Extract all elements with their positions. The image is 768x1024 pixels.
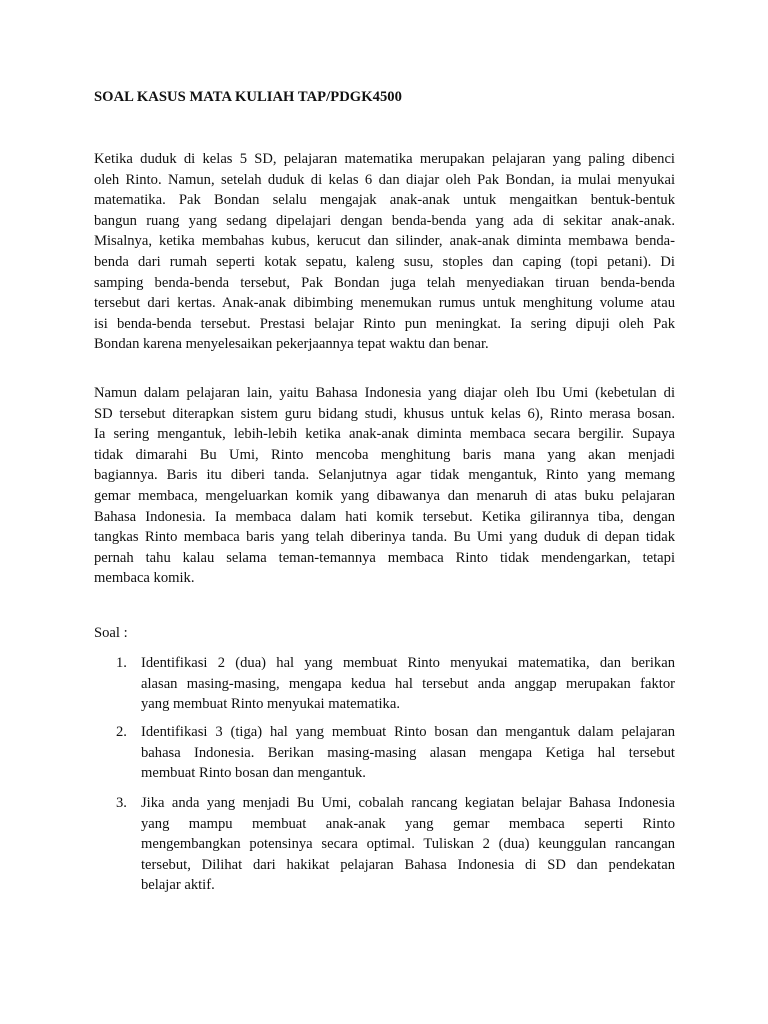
paragraph-2-line: SD tersebut diterapkan sistem guru bidang studi, khusus untuk kelas 6), Rinto merasa bosan.: [94, 405, 675, 422]
paragraph-2-line: pernah tahu kalau selama teman-temannya membaca Rinto tidak mendengarkan, tetapi: [94, 549, 675, 566]
question-number: 3.: [116, 795, 127, 811]
question-text: [141, 722, 675, 784]
paragraph-1-line: benda dari rumah seperti kotak sepatu, kaleng susu, stoples dan caping (topi petani). Di: [94, 253, 675, 270]
document-title: SOAL KASUS MATA KULIAH TAP/PDGK4500: [94, 89, 402, 105]
paragraph-2-line: Ia sering mengantuk, lebih-lebih ketika anak-anak diminta membaca secara bergilir. Supaya: [94, 426, 675, 443]
soal-label: Soal :: [94, 625, 128, 641]
question-line: yang membuat Rinto menyukai matematika.: [141, 696, 400, 713]
paragraph-2-line: bagiannya. Baris itu diberi tanda. Selanjutnya agar tidak mengantuk, Rinto yang memang: [94, 467, 675, 484]
question-number: 2.: [116, 724, 127, 740]
question-line: membuat Rinto bosan dan mengantuk.: [141, 765, 366, 782]
question-line: bahasa Indonesia. Berikan masing-masing alasan mengapa Ketiga hal tersebut: [141, 744, 675, 761]
question-line: yang mampu membuat anak-anak yang gemar membaca seperti Rinto: [141, 815, 675, 832]
paragraph-1-line: tersebut dari kertas. Anak-anak dibimbing menemukan rumus untuk menghitung volume atau: [94, 295, 675, 312]
paragraph-1-line: Bondan karena menyelesaikan pekerjaannya tepat waktu dan benar.: [94, 336, 489, 353]
paragraph-1-line: isi benda-benda tersebut. Prestasi belajar Rinto pun meningkat. Ia sering dipuji oleh Pak: [94, 315, 675, 332]
paragraph-2-line: tidak dimarahi Bu Umi, Rinto mencoba menghitung baris mana yang akan menjadi: [94, 446, 675, 463]
question-number: 1.: [116, 655, 127, 671]
paragraph-2-line: gemar membaca, mengeluarkan komik yang dibawanya dan menaruh di atas buku pelajaran: [94, 487, 675, 504]
question-text: [141, 653, 675, 715]
paragraph-1: [94, 149, 675, 355]
paragraph-1-line: matematika. Pak Bondan selalu mengajak anak-anak untuk mengaitkan bentuk-bentuk: [94, 192, 675, 209]
question-line: Identifikasi 2 (dua) hal yang membuat Rinto menyukai matematika, dan berikan: [141, 655, 675, 671]
paragraph-2-line: tangkas Rinto membaca baris yang telah diberinya tanda. Bu Umi yang duduk di depan tidak: [94, 529, 675, 546]
question-line: tersebut, Dilihat dari hakikat pelajaran Bahasa Indonesia di SD dan pendekatan: [141, 856, 675, 873]
paragraph-2-line: Namun dalam pelajaran lain, yaitu Bahasa Indonesia yang diajar oleh Ibu Umi (kebetulan di: [94, 385, 675, 401]
paragraph-1-line: Misalnya, ketika membahas kubus, kerucut dan silinder, anak-anak diminta membawa benda-: [94, 233, 675, 250]
paragraph-1-line: oleh Rinto. Namun, setelah duduk di kelas 6 dan diajar oleh Pak Bondan, ia mulai menyukai: [94, 171, 675, 188]
paragraph-2-line: membaca komik.: [94, 570, 195, 587]
question-line: Jika anda yang menjadi Bu Umi, cobalah rancang kegiatan belajar Bahasa Indonesia: [141, 795, 675, 811]
question-line: alasan masing-masing, mengapa kedua hal tersebut anda anggap merupakan faktor: [141, 675, 675, 692]
question-text: [141, 793, 675, 896]
paragraph-1-line: samping benda-benda tersebut, Pak Bondan juga telah menyediakan tiruan benda-benda: [94, 274, 675, 291]
question-line: belajar aktif.: [141, 877, 215, 894]
question-line: mengembangkan potensinya secara optimal. Tuliskan 2 (dua) keunggulan rancangan: [141, 836, 675, 853]
paragraph-1-line: Ketika duduk di kelas 5 SD, pelajaran matematika merupakan pelajaran yang paling dibenci: [94, 151, 675, 167]
paragraph-1-line: bangun ruang yang sedang dipelajari dengan benda-benda yang ada di sekitar anak-anak.: [94, 212, 675, 229]
paragraph-2-line: Bahasa Indonesia. Ia membaca dalam hati komik tersebut. Ketika gilirannya tiba, dengan: [94, 508, 675, 525]
paragraph-2: [94, 383, 675, 589]
question-line: Identifikasi 3 (tiga) hal yang membuat Rinto bosan dan mengantuk dalam pelajaran: [141, 724, 675, 740]
